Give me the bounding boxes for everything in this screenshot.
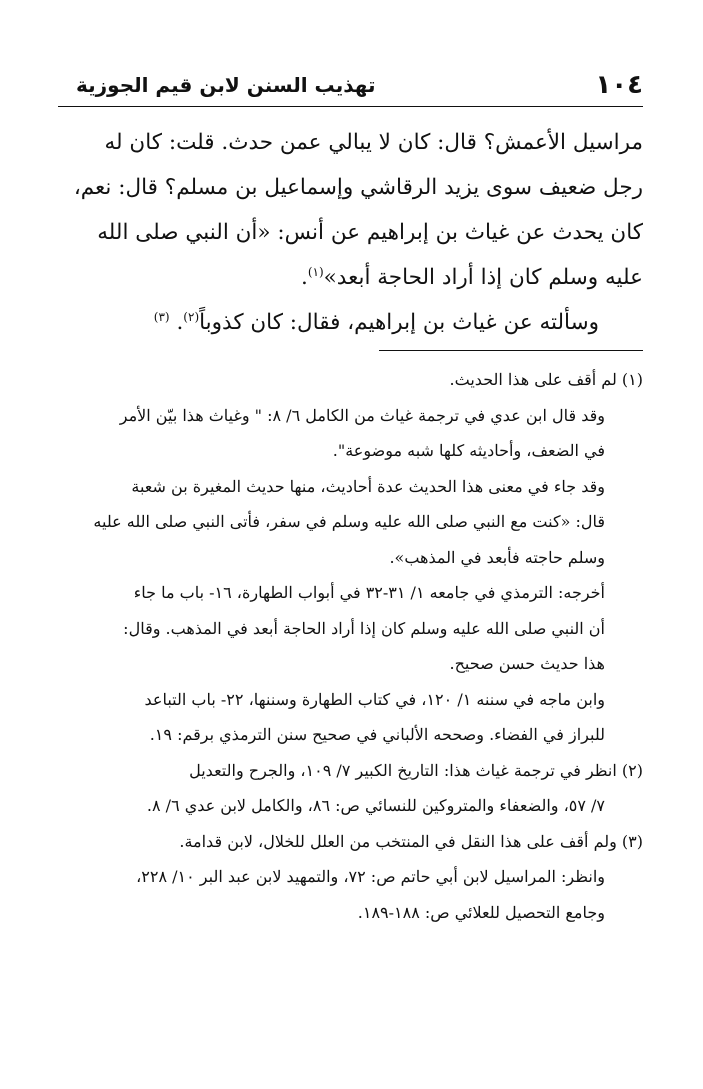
footnote-line: هذا حديث حسن صحيح. (449, 654, 605, 673)
footnote-line: قال: «كنت مع النبي صلى الله عليه وسلم في سفر، فأتى النبي صلى الله عليه (93, 512, 605, 531)
footnote-line: للبراز في الفضاء. وصححه الألباني في صحيح سنن الترمذي برقم: ١٩. (149, 725, 605, 744)
footnotes (84, 362, 643, 930)
footnote-line: وانظر: المراسيل لابن أبي حاتم ص: ٧٢، والتمهيد لابن عبد البر ١٠/ ٢٢٨، (136, 867, 605, 886)
main-text-line: مراسيل الأعمش؟ قال: كان لا يبالي عمن حدث. قلت: كان له (104, 130, 643, 155)
footnote-separator (379, 350, 643, 351)
running-title: تهذيب السنن لابن قيم الجوزية (76, 73, 376, 97)
main-text (58, 120, 643, 345)
main-text-line: وسألته عن غياث بن إبراهيم، فقال: كان كذوباً$^{(٢)}$. $^{(٣)}$ (153, 309, 599, 335)
footnote-ref: (٣) (153, 309, 170, 324)
page-number: ١٠٤ (595, 70, 643, 100)
page-header (58, 68, 643, 107)
footnote-line: وسلم حاجته فأبعد في المذهب». (389, 547, 605, 567)
footnote-line: (٢) انظر في ترجمة غياث هذا: التاريخ الكبير ٧/ ١٠٩، والجرح والتعديل (189, 760, 643, 780)
footnote-line: وقد قال ابن عدي في ترجمة غياث من الكامل ٦/ ٨: " وغياث هذا بيّن الأمر (119, 405, 605, 425)
footnote-ref: (٢) (183, 309, 200, 324)
footnote-line: أخرجه: الترمذي في جامعه ١/ ٣١-٣٢ في أبواب الطهارة، ١٦- باب ما جاء (133, 583, 605, 602)
footnote-line: في الضعف، وأحاديثه كلها شبه موضوعة". (332, 441, 605, 460)
main-text-line: عليه وسلم كان إذا أراد الحاجة أبعد»$^{(١)}$. (300, 264, 643, 290)
footnote-line: ٧/ ٥٧، والضعفاء والمتروكين للنسائي ص: ٨٦، والكامل لابن عدي ٦/ ٨. (146, 796, 605, 815)
footnote-line: وابن ماجه في سننه ١/ ١٢٠، في كتاب الطهارة وسننها، ٢٢- باب التباعد (144, 689, 605, 709)
main-text-line: رجل ضعيف سوى يزيد الرقاشي وإسماعيل بن مسلم؟ قال: نعم، (73, 175, 643, 200)
footnote-line: وجامع التحصيل للعلائي ص: ١٨٨-١٨٩. (357, 902, 605, 922)
footnote-line: وقد جاء في معنى هذا الحديث عدة أحاديث، منها حديث المغيرة بن شعبة (131, 476, 605, 496)
footnote-ref: (١) (307, 264, 324, 279)
footnote-line: (٣) ولم أقف على هذا النقل في المنتخب من العلل للخلال، لابن قدامة. (179, 831, 643, 851)
footnote-line: أن النبي صلى الله عليه وسلم كان إذا أراد الحاجة أبعد في المذهب. وقال: (123, 618, 605, 638)
footnote-line: (١) لم أقف على هذا الحديث. (449, 370, 643, 389)
main-text-line: كان يحدث عن غياث بن إبراهيم عن أنس: «أن النبي صلى الله (97, 220, 643, 245)
